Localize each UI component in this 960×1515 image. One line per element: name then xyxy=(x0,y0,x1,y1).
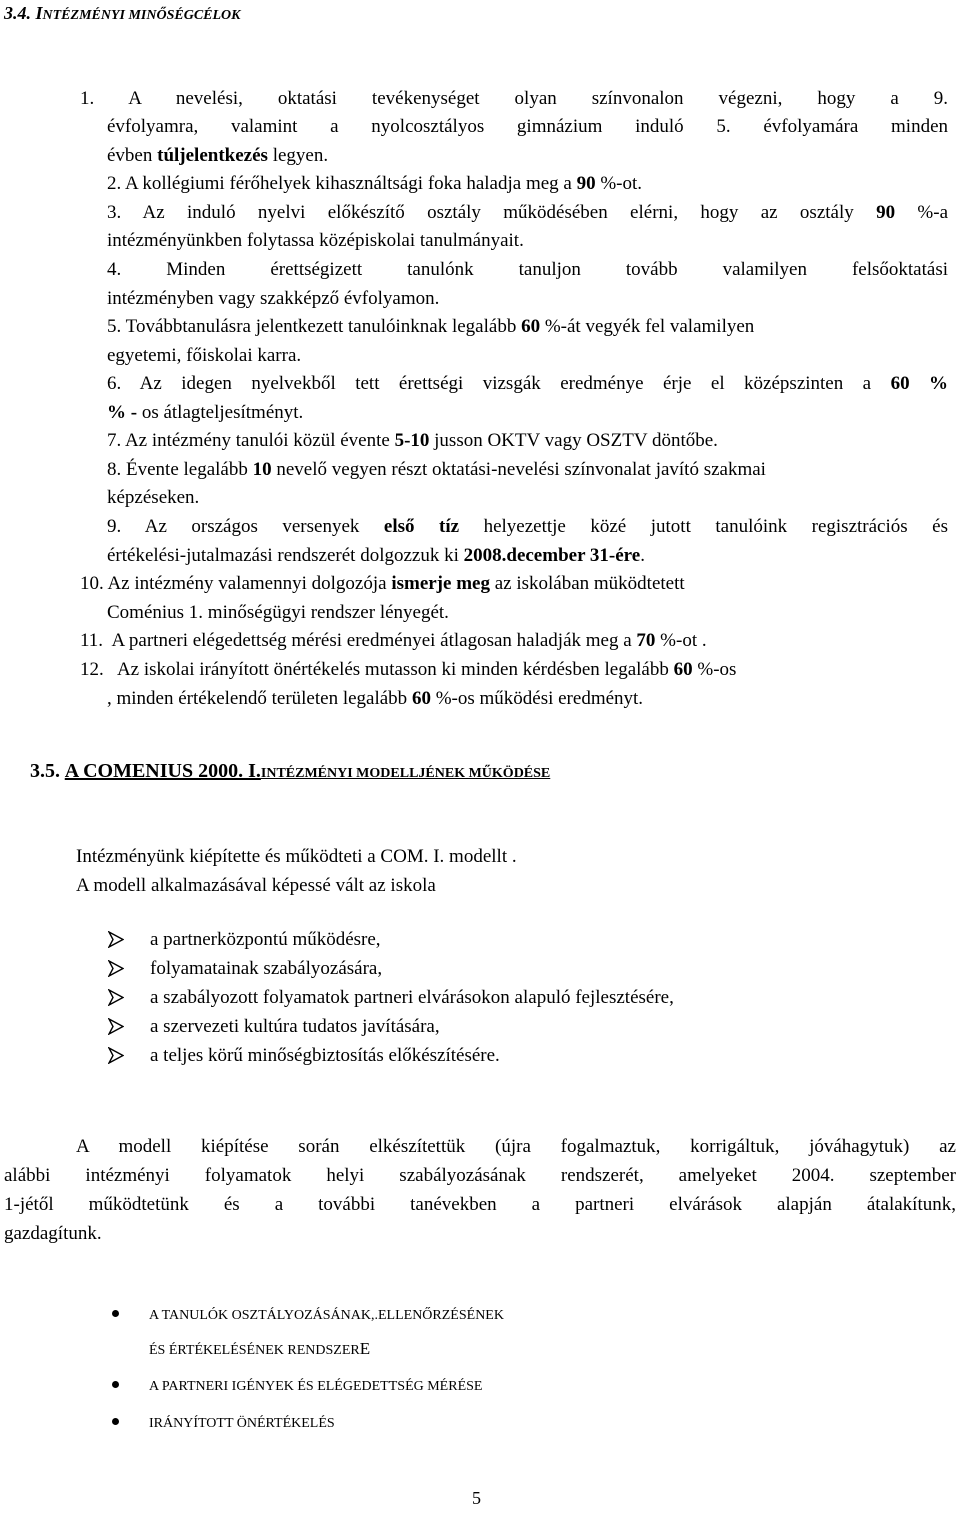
section-heading-3-4 xyxy=(4,3,241,24)
goal-9-line-2: értékelési-jutalmazási rendszerét dolgozzuk ki 2008.december 31-ére. xyxy=(107,545,645,566)
arrow-list-item: a teljes körű minőségbiztosítás előkészítésére. xyxy=(108,1045,500,1067)
goal-item-3: 3. Az induló nyelvi előkészítő osztály működésében elérni, hogy az osztály 90 %-a xyxy=(107,202,948,223)
section-title-initial: I xyxy=(35,3,43,23)
arrow-bullet-icon xyxy=(108,929,150,951)
goal-item-7: 7. Az intézmény tanulói közül évente 5-10 jusson OKTV vagy OSZTV döntőbe. xyxy=(107,430,718,451)
goal-item-8: 8. Évente legalább 10 nevelő vegyen részt oktatási-nevelési színvonalat javító szakmai xyxy=(107,459,766,480)
goal-item-10: 10. Az intézmény valamennyi dolgozója ismerje meg az iskolában müködtetett xyxy=(80,573,685,594)
round-bullet-icon xyxy=(112,1418,119,1425)
section-number: 3.5. xyxy=(30,760,60,782)
page-number: 5 xyxy=(472,1488,481,1508)
goal-4-line-2: intézményben vagy szakképző évfolyamon. xyxy=(107,288,440,309)
section-title-rest: NTÉZMÉNYI MINŐSÉGCÉLOK xyxy=(42,8,241,23)
paragraph-line-4: gazdagítunk. xyxy=(4,1223,102,1244)
goal-6-line-2: % - os átlagteljesítményt. xyxy=(107,402,304,423)
bullet-list-item: A TANULÓK OSZTÁLYOZÁSÁNAK,.ELLENŐRZÉSÉNEK xyxy=(112,1308,504,1324)
section-title-a: A COMENIUS 2000. I. xyxy=(64,760,261,782)
arrow-bullet-icon xyxy=(108,1045,150,1067)
goal-10-line-2: Coménius 1. minőségügyi rendszer lényegét. xyxy=(107,602,449,623)
bullet-list-item: IRÁNYÍTOTT ÖNÉRTÉKELÉS xyxy=(112,1416,335,1432)
arrow-bullet-icon xyxy=(108,1016,150,1038)
goal-1-line-2: évfolyamra, valamint a nyolcosztályos gimnázium induló 5. évfolyamára minden xyxy=(107,116,948,137)
arrow-list-item: a szervezeti kultúra tudatos javítására, xyxy=(108,1016,440,1038)
arrow-bullet-icon xyxy=(108,958,150,980)
goal-item-2: 2. A kollégiumi férőhelyek kihasználtsági foka haladja meg a 90 %-ot. xyxy=(107,173,643,194)
goal-5-line-2: egyetemi, főiskolai karra. xyxy=(107,345,302,366)
arrow-list-item: folyamatainak szabályozására, xyxy=(108,958,382,980)
bullet-list-item: A PARTNERI IGÉNYEK ÉS ELÉGEDETTSÉG MÉRÉSE xyxy=(112,1379,482,1395)
goal-1-line-3: évben túljelentkezés legyen. xyxy=(107,145,329,166)
arrow-bullet-icon xyxy=(108,987,150,1009)
section-heading-3-5 xyxy=(30,760,550,783)
paragraph-line-1: A modell kiépítése során elkészítettük (újra fogalmaztuk, korrigáltuk, jóváhagytuk) az xyxy=(76,1136,956,1157)
section-title-b: INTÉZMÉNYI MODELLJÉNEK MŰKÖDÉSE xyxy=(260,766,551,781)
goal-8-line-2: képzéseken. xyxy=(107,487,200,508)
intro-line-1: Intézményünk kiépítette és működteti a COM. I. modellt . xyxy=(76,846,517,867)
goal-item-5: 5. Továbbtanulásra jelentkezett tanulóinknak legalább 60 %-át vegyék fel valamilyen xyxy=(107,316,755,337)
goal-item-12: 12. Az iskolai irányított önértékelés mutasson ki minden kérdésben legalább 60 %-os xyxy=(80,659,737,680)
arrow-list-item: a szabályozott folyamatok partneri elvárásokon alapuló fejlesztésére, xyxy=(108,987,674,1009)
round-bullet-icon xyxy=(112,1310,119,1317)
goal-item-6: 6. Az idegen nyelvekből tett érettségi vizsgák eredménye érje el középszinten a 60 % xyxy=(107,373,949,394)
goal-item-4: 4. Minden érettségizett tanulónk tanuljon tovább valamilyen felsőoktatási xyxy=(107,259,948,280)
section-number: 3.4. xyxy=(4,3,31,23)
goal-3-line-2: intézményünkben folytassa középiskolai tanulmányait. xyxy=(107,230,524,251)
arrow-list-item: a partnerközpontú működésre, xyxy=(108,929,381,951)
goal-12-line-2: , minden értékelendő területen legalább 60 %-os működési eredményt. xyxy=(107,688,644,709)
intro-line-2: A modell alkalmazásával képessé vált az iskola xyxy=(76,875,436,896)
paragraph-line-3: 1-jétől működtetünk és a további tanévekben a partneri elvárások alapján átalakítunk, xyxy=(4,1194,956,1215)
paragraph-line-2: alábbi intézményi folyamatok helyi szabályozásának rendszerét, amelyeket 2004. szeptember xyxy=(4,1165,956,1186)
round-bullet-icon xyxy=(112,1381,119,1388)
bullet-list-item-continuation: ÉS ÉRTÉKELÉSÉNEK RENDSZERE xyxy=(149,1339,371,1358)
goal-1-line-1: 1. A nevelési, oktatási tevékenységet olyan színvonalon végezni, hogy a 9. xyxy=(80,88,949,109)
goal-item-1 xyxy=(80,85,948,113)
goal-item-11: 11. A partneri elégedettség mérési eredményei átlagosan haladják meg a 70 %-ot . xyxy=(80,630,707,651)
goal-item-9: 9. Az országos versenyek első tíz helyezettje közé jutott tanulóink regisztrációs és xyxy=(107,516,948,537)
